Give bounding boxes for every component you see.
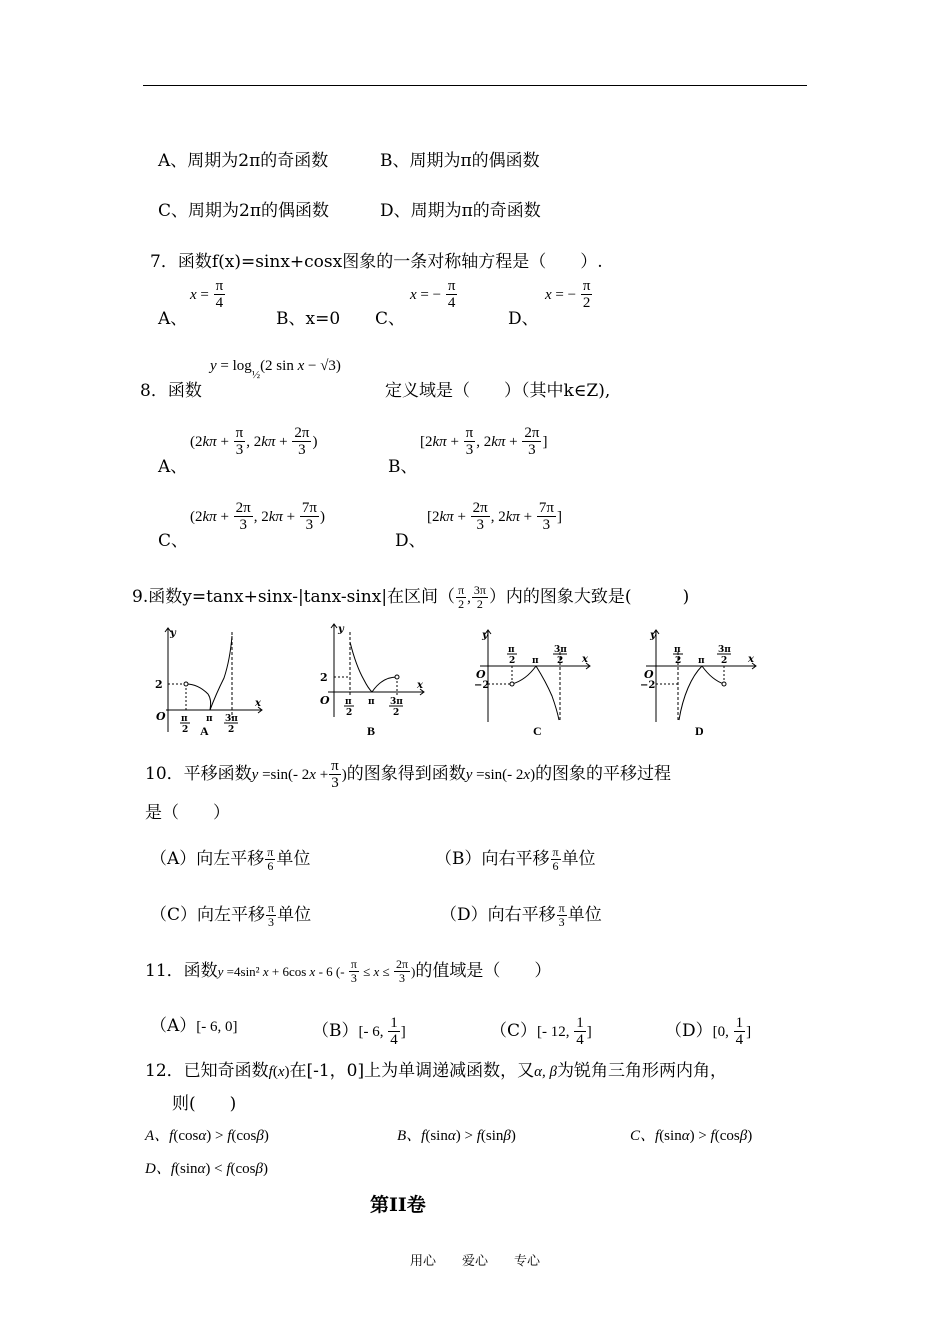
- q7-option-a-formula: x = $\frac{\pi}{4}$: [190, 278, 224, 311]
- q12-option-a-label: A、: [145, 1128, 170, 1144]
- svg-text:2: 2: [320, 671, 328, 684]
- q10-option-a-unit: 单位: [276, 849, 311, 869]
- q9-graph-a: [150, 622, 270, 737]
- q7-option-d: D、: [508, 309, 539, 329]
- q10-stem-prefix: 10．平移函数: [145, 764, 252, 784]
- svg-text:π: π: [674, 645, 681, 655]
- q7-stem: 7．函数f(x)=sinx+cosx图象的一条对称轴方程是（ ）.: [150, 252, 603, 272]
- svg-text:2: 2: [393, 708, 400, 718]
- svg-text:π: π: [206, 714, 213, 724]
- q10-option-d-label: （D）向右平移: [440, 905, 556, 925]
- svg-text:O: O: [320, 694, 330, 707]
- q8-stem-suffix: 定义域是（ ）（其中k∈Z),: [385, 381, 611, 401]
- q12-option-b-label: B、: [397, 1128, 422, 1144]
- q9-graph-b-label: B: [367, 724, 376, 738]
- q10-stem: 10．平移函数y =sin(‑ 2x + $\frac{\pi}{3}$ )的图象得到函数y =sin(‑ 2x)的图象的平移过程: [145, 758, 672, 791]
- q10-option-b: （B）向右平移 $\frac{\pi}{6}$ 单位: [435, 845, 596, 873]
- svg-text:y: y: [170, 628, 176, 639]
- svg-text:3π: 3π: [718, 645, 731, 655]
- q8-option-c-formula: (2kπ + $\frac{2\pi}{3}$ , 2kπ + $\frac{7\pi}{3}$ ): [190, 500, 325, 533]
- q8-option-d-formula: [2kπ + $\frac{2\pi}{3}$ , 2kπ + $\frac{7\pi}{3}$ ]: [427, 500, 562, 533]
- q12-stem-prefix: 12．已知奇函数: [145, 1061, 269, 1081]
- q9-stem-suffix: ）内的图象大致是( ): [488, 587, 690, 607]
- q10-stem-mid: 的图象得到函数: [346, 764, 466, 784]
- q6-option-c: C、周期为2π的偶函数: [158, 201, 329, 221]
- svg-text:x: x: [748, 654, 754, 665]
- svg-text:O: O: [644, 668, 654, 681]
- svg-text:3π: 3π: [390, 697, 403, 707]
- svg-text:x: x: [255, 698, 261, 709]
- q11-option-c: （C）[‑ 12, $\frac{1}{4}$ ]: [490, 1015, 592, 1048]
- q6-option-a: A、周期为2π的奇函数: [158, 151, 329, 171]
- q12-stem-mid: 在[-1，0]上为单调递减函数，又: [289, 1061, 535, 1081]
- q12-option-d-label: D、: [145, 1161, 171, 1177]
- q8-option-c: C、: [158, 531, 189, 551]
- q9-graph-c-label: C: [533, 724, 542, 738]
- svg-text:3π: 3π: [554, 645, 567, 655]
- q11-option-b-label: （B）: [312, 1021, 359, 1041]
- svg-text:2: 2: [228, 725, 235, 735]
- svg-text:π: π: [368, 697, 375, 707]
- q11-option-b: （B）[‑ 6, $\frac{1}{4}$ ]: [312, 1015, 406, 1048]
- q10-option-c: （C）向左平移 $\frac{\pi}{3}$ 单位: [150, 901, 312, 929]
- q7-option-c-formula: x = − $\frac{\pi}{4}$: [410, 278, 456, 311]
- svg-text:2: 2: [346, 708, 353, 718]
- q11-stem-suffix: 的值域是（ ）: [415, 961, 552, 981]
- q7-option-b: B、x=0: [276, 309, 341, 329]
- q9-graph-b: [312, 622, 432, 737]
- q9-graph-a-label: A: [200, 724, 209, 738]
- q10-option-c-unit: 单位: [277, 905, 312, 925]
- q8-option-a: A、: [158, 457, 188, 477]
- q10-option-c-label: （C）向左平移: [150, 905, 266, 925]
- q12-option-a: A、f(cosα) > f(cosβ): [145, 1128, 269, 1144]
- svg-text:2: 2: [509, 656, 516, 666]
- q12-stem-suffix: 为锐角三角形两内角，: [556, 1061, 727, 1081]
- q12-stem: 12．已知奇函数f(x)在[-1，0]上为单调递减函数，又α, β为锐角三角形两内角，: [145, 1061, 727, 1081]
- q7-option-a: [158, 308, 187, 330]
- q12-option-c-label: C、: [630, 1128, 656, 1144]
- q12-stem-line2: 则( ): [172, 1094, 237, 1114]
- q7-option-a-label: A、: [158, 309, 188, 329]
- q6-option-d: D、周期为π的奇函数: [380, 201, 541, 221]
- q10-option-b-unit: 单位: [561, 849, 596, 869]
- q11-option-a: （A）[‑ 6, 0]: [150, 1016, 238, 1036]
- q12-option-d: D、f(sinα) < f(cosβ): [145, 1161, 269, 1177]
- svg-text:O: O: [476, 668, 486, 681]
- svg-text:2: 2: [721, 656, 728, 666]
- q8-option-a-formula: (2kπ + $\frac{\pi}{3}$ , 2kπ + $\frac{2\pi}{3}$ ): [190, 425, 318, 458]
- svg-text:2: 2: [182, 725, 189, 735]
- q6-option-b: B、周期为π的偶函数: [380, 151, 540, 171]
- svg-text:y: y: [482, 630, 488, 641]
- q10-option-b-label: （B）向右平移: [435, 849, 550, 869]
- q8-option-d: D、: [395, 531, 426, 551]
- q10-option-d: （D）向右平移 $\frac{\pi}{3}$ 单位: [440, 901, 602, 929]
- footer: 用心 爱心 专心: [409, 1254, 540, 1269]
- q11-stem-prefix: 11．函数: [145, 961, 218, 981]
- svg-text:y: y: [650, 630, 656, 641]
- svg-text:π: π: [345, 697, 352, 707]
- q10-option-a-label: （A）向左平移: [150, 849, 265, 869]
- svg-text:π: π: [532, 656, 539, 666]
- svg-text:π: π: [698, 656, 705, 666]
- q12-option-b: B、f(sinα) > f(sinβ): [397, 1128, 516, 1144]
- svg-text:−2: −2: [640, 680, 656, 691]
- q9-graph-d: [638, 622, 763, 737]
- q9-stem: 9.函数y=tanx+sinx-|tanx-sinx|在区间（ $\frac{\pi}{2}$ , $\frac{3\pi}{2}$ ）内的图象大致是( ): [132, 583, 690, 611]
- svg-text:O: O: [156, 710, 166, 723]
- q11-option-d-label: （D）: [665, 1021, 713, 1041]
- q8-stem-prefix: 8．函数: [140, 381, 202, 401]
- svg-text:π: π: [508, 645, 515, 655]
- svg-text:3π: 3π: [225, 714, 238, 724]
- q10-stem-line2: 是（ ）: [145, 803, 230, 823]
- section-title: 第II卷: [370, 1194, 426, 1216]
- q8-option-b-formula: [2kπ + $\frac{\pi}{3}$ , 2kπ + $\frac{2\pi}{3}$ ]: [420, 425, 548, 458]
- svg-text:x: x: [417, 680, 423, 691]
- q7-option-c: C、: [375, 309, 406, 329]
- q10-stem-suffix: 的图象的平移过程: [535, 764, 672, 784]
- q10-option-a: （A）向左平移 $\frac{\pi}{6}$ 单位: [150, 845, 311, 873]
- header-rule: [143, 85, 807, 86]
- q11-option-d: （D）[0, $\frac{1}{4}$ ]: [665, 1015, 752, 1048]
- q8-function-formula: $y = \log_{\frac{1}{2}}(2$ sin x − √3): [210, 358, 341, 381]
- q11-option-c-label: （C）: [490, 1021, 538, 1041]
- q11-stem: 11．函数y =4sin² x + 6cos x ‑ 6 (‑ $\frac{\pi}{3}$ ≤ x ≤ $\frac{2\pi}{3}$ )的值域是（ ）: [145, 957, 552, 985]
- svg-text:2: 2: [557, 656, 564, 666]
- q7-option-d-formula: x = − $\frac{\pi}{2}$: [545, 278, 591, 311]
- q8-option-b: B、: [388, 457, 418, 477]
- svg-text:2: 2: [675, 656, 682, 666]
- q12-option-c: C、f(sinα) > f(cosβ): [630, 1128, 753, 1144]
- q9-stem-prefix: 9.函数y=tanx+sinx-|tanx-sinx|在区间（: [132, 587, 456, 607]
- svg-text:x: x: [582, 654, 588, 665]
- svg-text:2: 2: [155, 678, 163, 691]
- svg-text:y: y: [338, 624, 344, 635]
- q10-option-d-unit: 单位: [567, 905, 602, 925]
- svg-text:−2: −2: [474, 680, 490, 691]
- q9-graph-c: [472, 622, 597, 737]
- q9-graph-d-label: D: [695, 724, 704, 738]
- q11-option-a-label: （A）: [150, 1016, 197, 1036]
- svg-text:π: π: [181, 714, 188, 724]
